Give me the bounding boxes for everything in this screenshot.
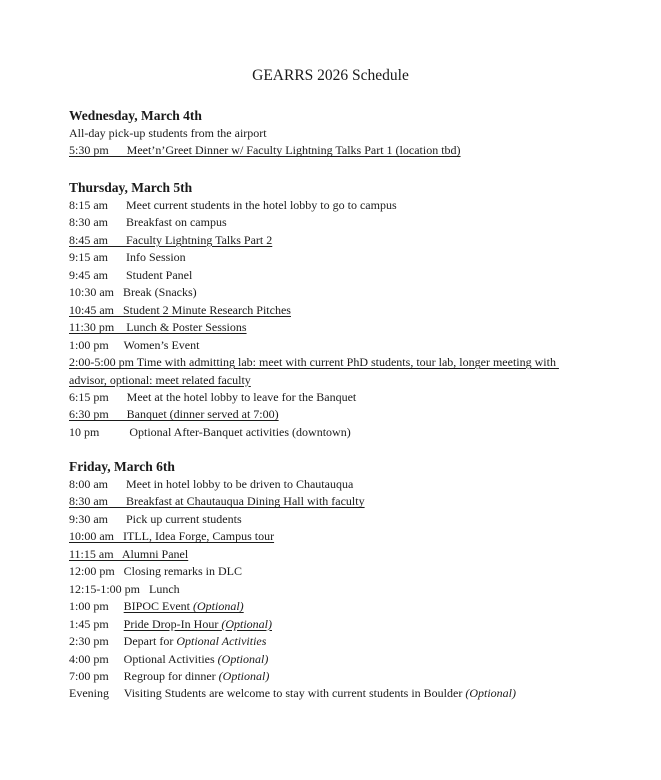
schedule-item xyxy=(69,598,589,615)
schedule-item-text: 9:45 am Student Panel xyxy=(69,267,193,282)
schedule-item-event: Pride Drop-In Hour xyxy=(123,616,222,631)
schedule-item-text: 11:30 pm Lunch & Poster Sessions xyxy=(69,320,247,335)
day-section-wednesday xyxy=(69,107,589,160)
schedule-item-text: 8:30 am Breakfast on campus xyxy=(69,215,227,230)
schedule-item xyxy=(69,685,589,702)
schedule-item xyxy=(69,651,589,668)
schedule-item-text: 9:15 am Info Session xyxy=(69,250,186,265)
schedule-item-text: 11:15 am Alumni Panel xyxy=(69,546,189,561)
schedule-item xyxy=(69,302,589,319)
schedule-item-event: Visiting Students are welcome to stay with current students in Boulder xyxy=(123,686,466,701)
schedule-item xyxy=(69,424,589,441)
schedule-item-note: (Optional) xyxy=(465,686,517,701)
schedule-item xyxy=(69,249,589,266)
schedule-item-text: 12:00 pm Closing remarks in DLC xyxy=(69,564,242,579)
schedule-item xyxy=(69,284,589,301)
schedule-item-text: 1:00 pm Women’s Event xyxy=(69,337,200,352)
schedule-item-time: Evening xyxy=(69,686,124,701)
schedule-item xyxy=(69,476,589,493)
schedule-item-event: Optional Activities xyxy=(123,651,218,666)
schedule-item-text: 10:00 am ITLL, Idea Forge, Campus tour xyxy=(69,529,275,544)
day-section-friday xyxy=(69,458,589,703)
schedule-item-text: 9:30 am Pick up current students xyxy=(69,511,242,526)
schedule-item-time: 7:00 pm xyxy=(69,668,124,683)
schedule-item xyxy=(69,616,589,633)
day-heading: Thursday, March 5th xyxy=(69,180,193,195)
schedule-item-time: 2:30 pm xyxy=(69,634,124,649)
schedule-item-text: All-day pick-up students from the airport xyxy=(69,126,267,140)
schedule-item-time: 1:00 pm xyxy=(69,599,124,614)
schedule-item xyxy=(69,197,589,214)
schedule-item-text: 12:15-1:00 pm Lunch xyxy=(69,581,180,596)
schedule-item xyxy=(69,406,589,423)
schedule-item-text: 8:30 am Breakfast at Chautauqua Dining Hall with faculty xyxy=(69,494,365,509)
schedule-item-text: 6:30 pm Banquet (dinner served at 7:00) xyxy=(69,407,279,422)
schedule-item xyxy=(69,214,589,231)
schedule-item-event: Depart for xyxy=(123,634,177,649)
day-heading: Friday, March 6th xyxy=(69,459,175,474)
schedule-item-text: 8:00 am Meet in hotel lobby to be driven to Chautauqua xyxy=(69,477,354,491)
schedule-item xyxy=(69,511,589,528)
schedule-item xyxy=(69,267,589,284)
schedule-item-time: 1:45 pm xyxy=(69,616,124,631)
day-heading: Wednesday, March 4th xyxy=(69,108,202,123)
schedule-item xyxy=(69,546,589,563)
schedule-item xyxy=(69,232,589,249)
schedule-item xyxy=(69,528,589,545)
schedule-item xyxy=(69,563,589,580)
schedule-item-event: Regroup for dinner xyxy=(123,668,219,683)
schedule-item xyxy=(69,581,589,598)
schedule-item-text: 6:15 pm Meet at the hotel lobby to leave for the Banquet xyxy=(69,389,357,404)
schedule-item-text: 8:45 am Faculty Lightning Talks Part 2 xyxy=(69,232,273,247)
schedule-item-text: 5:30 pm Meet’n’Greet Dinner w/ Faculty Lightning Talks Part 1 (location tbd) xyxy=(69,143,461,158)
schedule-item-text: 2:00-5:00 pm Time with admitting lab: meet with current PhD students, tour lab, longer meeting with advisor, optional: meet related faculty xyxy=(69,355,559,387)
schedule-item-text: 8:15 am Meet current students in the hotel lobby to go to campus xyxy=(69,198,397,212)
schedule-item-event: BIPOC Event xyxy=(123,599,194,614)
schedule-item xyxy=(69,319,589,336)
day-section-thursday xyxy=(69,179,589,441)
schedule-item xyxy=(69,633,589,650)
schedule-item xyxy=(69,493,589,510)
schedule-item xyxy=(69,389,589,406)
schedule-item xyxy=(69,668,589,685)
schedule-item-note: Optional Activities xyxy=(176,634,267,649)
schedule-item-note: (Optional) xyxy=(217,651,269,666)
schedule-item xyxy=(69,125,589,142)
schedule-item xyxy=(69,142,589,159)
schedule-item xyxy=(69,337,589,354)
schedule-item-note: (Optional) xyxy=(193,599,244,614)
schedule-item xyxy=(69,354,589,389)
schedule-item-text: 10 pm Optional After-Banquet activities (downtown) xyxy=(69,424,351,439)
schedule-item-time: 4:00 pm xyxy=(69,651,124,666)
schedule-item-text: 10:30 am Break (Snacks) xyxy=(69,285,197,300)
schedule-item-text: 10:45 am Student 2 Minute Research Pitches xyxy=(69,302,291,317)
schedule-item-note: (Optional) xyxy=(218,668,270,683)
document-title: GEARRS 2026 Schedule xyxy=(252,67,409,84)
schedule-item-note: (Optional) xyxy=(221,616,272,631)
